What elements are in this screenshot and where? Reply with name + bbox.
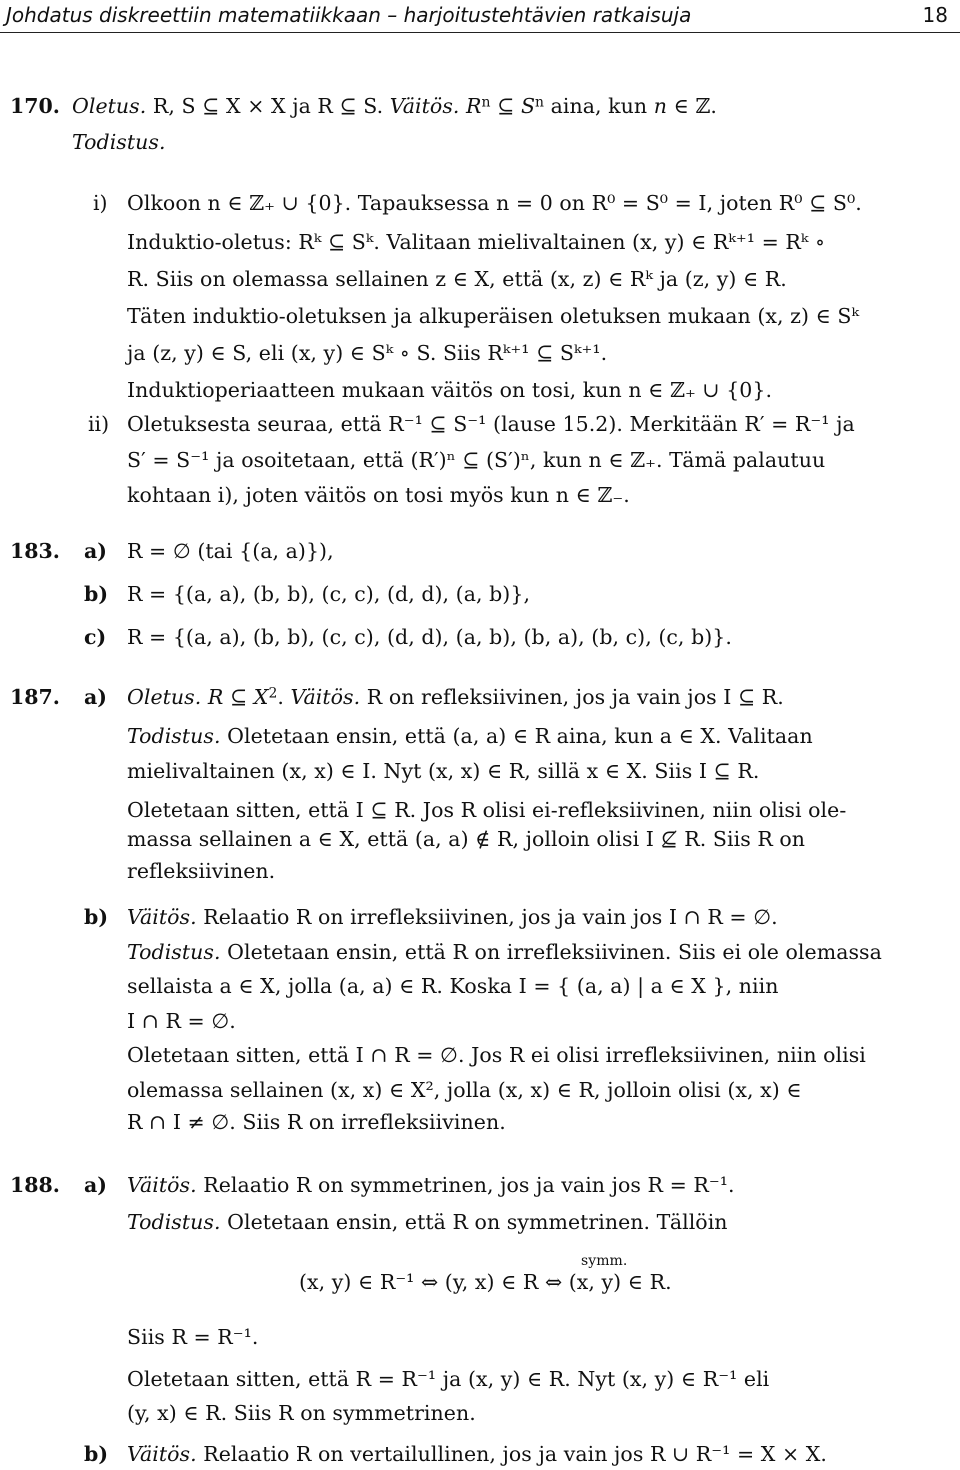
problem-188-number: 188. xyxy=(10,1173,60,1197)
todistus-label: Todistus. xyxy=(127,1210,221,1234)
problem-188-a-proof-line-3: Siis R = R⁻¹. xyxy=(127,1325,259,1349)
problem-188-display-equation: (x, y) ∈ R⁻¹ ⇔ (y, x) ∈ R ⇔ (x, y) ∈ R. xyxy=(299,1270,672,1294)
problem-183-b-label: b) xyxy=(84,582,109,606)
problem-187-a-proof-line-2: mielivaltainen (x, x) ∈ I. Nyt (x, x) ∈ R, sillä x ∈ X. Siis I ⊆ R. xyxy=(127,759,760,783)
problem-187-a-label: a) xyxy=(84,685,107,709)
problem-188-b-statement xyxy=(127,1440,827,1468)
vaitos-label: Väitös. xyxy=(127,905,197,929)
problem-188-a-proof-line-4: Oletetaan sitten, että R = R⁻¹ ja (x, y) ∈ R. Nyt (x, y) ∈ R⁻¹ eli xyxy=(127,1367,770,1391)
problem-187-b-proof-line-6: R ∩ I ≠ ∅. Siis R on irrefleksiivinen. xyxy=(127,1110,506,1134)
problem-183-number: 183. xyxy=(10,539,60,563)
todistus-label: Todistus. xyxy=(127,724,221,748)
problem-170-ii-line-1: Oletuksesta seuraa, että R⁻¹ ⊆ S⁻¹ (lause 15.2). Merkitään R′ = R⁻¹ ja xyxy=(127,412,855,436)
problem-170-vaitos-formula: $R^n$ ⊆ $S^n$ aina, kun n ∈ ℤ. xyxy=(466,94,717,118)
problem-188-a-proof-line-5: (y, x) ∈ R. Siis R on symmetrinen. xyxy=(127,1401,476,1425)
problem-187-b-label: b) xyxy=(84,905,109,929)
problem-188-a-label: a) xyxy=(84,1173,107,1197)
problem-187-a-proof-line-5: refleksiivinen. xyxy=(127,859,276,883)
problem-187-a-vaitos-text: R on refleksiivinen, jos ja vain jos I ⊆ R. xyxy=(366,685,784,709)
problem-170-i-line-4: Täten induktio-oletuksen ja alkuperäisen oletuksen mukaan (x, z) ∈ Sᵏ xyxy=(127,304,859,328)
problem-170-i-line-5: ja (z, y) ∈ S, eli (x, y) ∈ Sᵏ ∘ S. Siis Rᵏ⁺¹ ⊆ Sᵏ⁺¹. xyxy=(127,341,608,365)
problem-187-b-proof-line-4: Oletetaan sitten, että I ∩ R = ∅. Jos R ei olisi irrefleksiivinen, niin olisi xyxy=(127,1043,866,1067)
problem-170-number: 170. xyxy=(10,94,60,118)
problem-183-a-label: a) xyxy=(84,539,107,563)
problem-188-a-vaitos-text: Relaatio R on symmetrinen, jos ja vain jos R = R⁻¹. xyxy=(203,1173,735,1197)
problem-187-number: 187. xyxy=(10,685,60,709)
problem-170-oletus-text: R, S ⊆ X × X ja R ⊆ S. xyxy=(152,94,384,118)
vaitos-label: Väitös. xyxy=(389,94,460,118)
problem-187-a-oletus-formula: R ⊆ $X^2$. xyxy=(207,685,284,709)
page-number: 18 xyxy=(922,3,948,27)
vaitos-label: Väitös. xyxy=(290,685,361,709)
problem-188-symm-annotation: symm. xyxy=(581,1253,628,1269)
problem-170-i-line-3: R. Siis on olemassa sellainen z ∈ X, että (x, z) ∈ Rᵏ ja (z, y) ∈ R. xyxy=(127,267,787,291)
problem-170-i-line-1: Olkoon n ∈ ℤ₊ ∪ {0}. Tapauksessa n = 0 on R⁰ = S⁰ = I, joten R⁰ ⊆ S⁰. xyxy=(127,191,862,215)
problem-187-b-statement xyxy=(127,903,778,931)
problem-187-b-proof-line-2: sellaista a ∈ X, jolla (a, a) ∈ R. Koska I = { (a, a) | a ∈ X }, niin xyxy=(127,974,779,998)
problem-170-ii-line-3: kohtaan i), joten väitös on tosi myös kun n ∈ ℤ₋. xyxy=(127,483,630,507)
problem-188-a-statement xyxy=(127,1171,735,1199)
problem-188-a-proof-line-1: Todistus. Oletetaan ensin, että R on symmetrinen. Tällöin xyxy=(127,1210,728,1234)
problem-170-ii-label: ii) xyxy=(88,412,110,436)
vaitos-label: Väitös. xyxy=(127,1442,197,1466)
problem-187-b-proof-line-3: I ∩ R = ∅. xyxy=(127,1009,236,1033)
oletus-label: Oletus. xyxy=(127,685,202,709)
problem-183-a-text: R = ∅ (tai {(a, a)}), xyxy=(127,539,334,563)
problem-183-c-label: c) xyxy=(84,625,107,649)
problem-170-i-line-2: Induktio-oletus: Rᵏ ⊆ Sᵏ. Valitaan mielivaltainen (x, y) ∈ Rᵏ⁺¹ = Rᵏ ∘ xyxy=(127,230,826,254)
problem-187-a-proof-line-3: Oletetaan sitten, että I ⊆ R. Jos R olisi ei-refleksiivinen, niin olisi ole- xyxy=(127,798,847,822)
oletus-label: Oletus. xyxy=(72,94,147,118)
problem-187-b-proof-line-1: Todistus. Oletetaan ensin, että R on irrefleksiivinen. Siis ei ole olemassa xyxy=(127,940,882,964)
problem-170-statement xyxy=(72,92,717,120)
vaitos-label: Väitös. xyxy=(127,1173,197,1197)
problem-187-a-proof-line-1: Todistus. Oletetaan ensin, että (a, a) ∈ R aina, kun a ∈ X. Valitaan xyxy=(127,724,813,748)
running-title: Johdatus diskreettiin matematiikkaan – harjoitustehtävien ratkaisuja xyxy=(6,3,692,27)
problem-170-ii-line-2: S′ = S⁻¹ ja osoitetaan, että (R′)ⁿ ⊆ (S′)ⁿ, kun n ∈ ℤ₊. Tämä palautuu xyxy=(127,448,826,472)
problem-183-c-text: R = {(a, a), (b, b), (c, c), (d, d), (a, b), (b, a), (b, c), (c, b)}. xyxy=(127,625,732,649)
problem-187-b-proof-line-5: olemassa sellainen (x, x) ∈ X², jolla (x, x) ∈ R, jolloin olisi (x, x) ∈ xyxy=(127,1078,802,1102)
problem-170-todistus: Todistus. xyxy=(72,130,166,154)
problem-188-b-vaitos-text: Relaatio R on vertailullinen, jos ja vain jos R ∪ R⁻¹ = X × X. xyxy=(203,1442,827,1466)
problem-170-i-label: i) xyxy=(93,191,108,215)
todistus-label: Todistus. xyxy=(127,940,221,964)
problem-188-b-label: b) xyxy=(84,1442,109,1466)
problem-187-a-statement xyxy=(127,683,784,711)
problem-187-b-vaitos-text: Relaatio R on irrefleksiivinen, jos ja vain jos I ∩ R = ∅. xyxy=(203,905,778,929)
running-header xyxy=(0,0,960,33)
problem-170-i-line-6: Induktioperiaatteen mukaan väitös on tosi, kun n ∈ ℤ₊ ∪ {0}. xyxy=(127,378,773,402)
problem-183-b-text: R = {(a, a), (b, b), (c, c), (d, d), (a, b)}, xyxy=(127,582,531,606)
problem-187-a-proof-line-4: massa sellainen a ∈ X, että (a, a) ∉ R, jolloin olisi I ⊈ R. Siis R on xyxy=(127,827,806,851)
